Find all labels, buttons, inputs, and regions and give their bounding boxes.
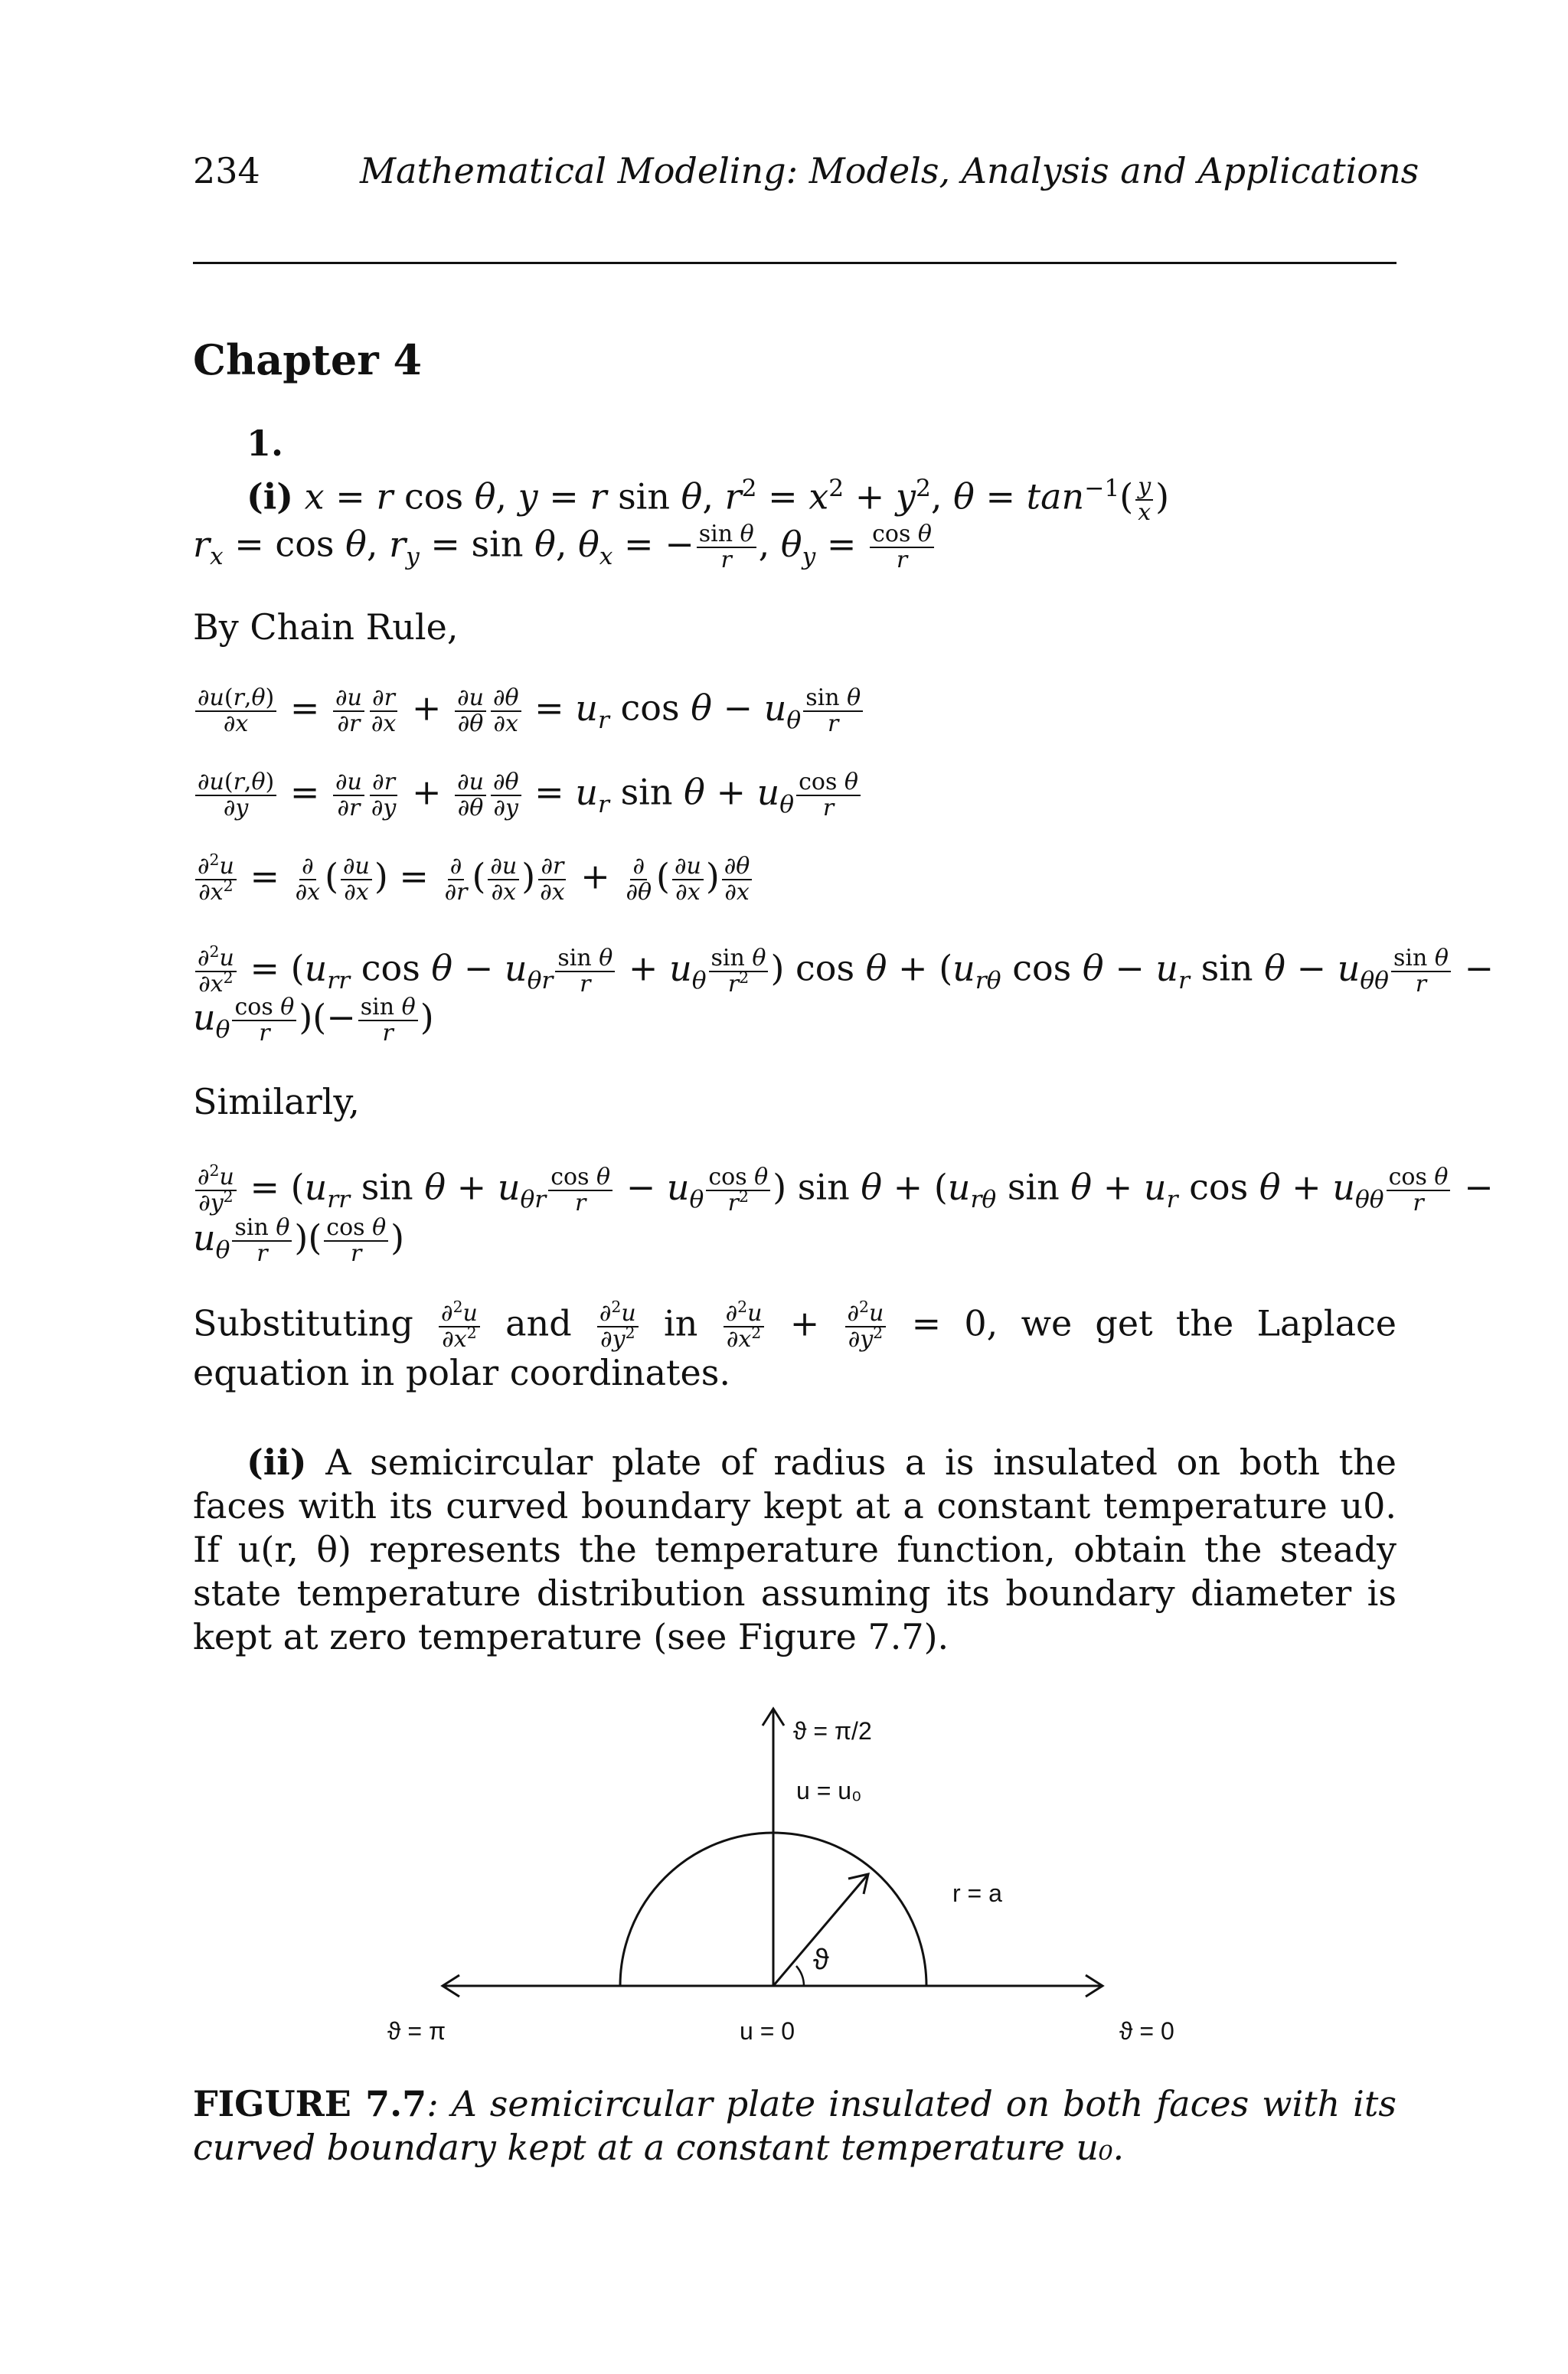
equation-uyy-line2: $u_\theta$ $\frac{\text{sin θ}}{r}$ )( $\frac{\text{cos θ}}{r}$ ) bbox=[193, 1214, 405, 1267]
part-ii-text: A semicircular plate of radius a is insulated on both the faces with its curved boundary kept at a constant temperature u0. If u(r, θ) represents the temperature function, obtain the steady state temperature distribution assuming its boundary diameter is kept at zero temperature (see Figure 7.7). bbox=[193, 1442, 1397, 1657]
equation-ux: $\frac{\partial u(r,\theta)}{\partial x}$ = $\frac{\partial u}{\partial r}$ $\frac{\partial r}{\partial x}$ + $\frac{\partial u}{\partial\theta}$ $\frac{\partial\theta}{\partial x}$ = $u_r$ $\cos \theta - u_\theta$ $\frac{\text{sin θ}}{r}$ bbox=[193, 686, 865, 736]
chapter-title: Chapter 4 bbox=[193, 335, 423, 384]
label-r-a: r = a bbox=[952, 1879, 1002, 1907]
laplace-substitution-paragraph: Substituting $\frac{\partial^2u}{\partial x^2}$ and $\frac{\partial^2u}{\partial y^2}$ in $\frac{\partial^2u}{\partial x^2}$ + $\frac{\partial^2u}{\partial y^2}$ = 0, we get the Laplace equation in polar coordinates. bbox=[193, 1298, 1396, 1393]
equation-uxx-line1: $\frac{\partial^2u}{\partial x^2}$ = ($u_{rr}$ $\cos \theta - u_{\theta r}$ $\frac{\text{sin θ}}{r}$ + $u_\theta$ $\frac{\text{sin θ}}{r^2}$ ) $\cos \theta + (u_{r\theta}$ $\cos \theta - u_r$ $\sin \theta - u_{\theta\theta}$ $\frac{\text{sin θ}}{r}$ − bbox=[193, 946, 1494, 996]
problem-number: 1. bbox=[247, 423, 284, 464]
chain-rule-text: By Chain Rule, bbox=[193, 606, 459, 648]
label-u-u0: u = u₀ bbox=[796, 1777, 862, 1804]
part-i-label: (i) bbox=[247, 475, 294, 518]
equation-uy: $\frac{\partial u(r,\theta)}{\partial y}$ = $\frac{\partial u}{\partial r}$ $\frac{\partial r}{\partial y}$ + $\frac{\partial u}{\partial\theta}$ $\frac{\partial\theta}{\partial y}$ = $u_r$ $\sin \theta + u_\theta$ $\frac{\text{cos θ}}{r}$ bbox=[193, 770, 863, 820]
running-header-title: Mathematical Modeling: Models, Analysis and Applications bbox=[360, 150, 1419, 191]
equation-polar-definitions: (i) x = r cos θ, y = r sin θ, $r^2 = x^2 + y^2$, $\theta = \tan^{-1}$( $\frac{y}{x}$ ) bbox=[247, 473, 1170, 526]
angle-arc bbox=[796, 1966, 804, 1986]
equation-partials: $r_x = \cos \theta$, $r_y = \sin \theta$, $\theta_x$ = − $\frac{\text{sin θ}}{r}$ , $\theta_y$ = $\frac{\text{cos θ}}{r}$ bbox=[193, 522, 936, 572]
part-ii-label: (ii) bbox=[247, 1442, 307, 1483]
label-theta-zero: ϑ = 0 bbox=[1119, 2017, 1174, 2045]
equation-uyy-line1: $\frac{\partial^2u}{\partial y^2}$ = ($u_{rr}$ $\sin \theta + u_{\theta r}$ $\frac{\text{cos θ}}{r}$ − $u_\theta$ $\frac{\text{cos θ}}{r^2}$ ) $\sin \theta + (u_{r\theta}$ $\sin \theta + u_r$ $\cos \theta + u_{\theta\theta}$ $\frac{\text{cos θ}}{r}$ − bbox=[193, 1165, 1494, 1215]
similarly-text: Similarly, bbox=[193, 1081, 360, 1122]
label-angle-theta: ϑ bbox=[813, 1944, 829, 1976]
label-u-zero: u = 0 bbox=[740, 2017, 795, 2045]
equation-uxx-chain: $\frac{\partial^2u}{\partial x^2}$ = $\frac{\partial}{\partial x}$ ( $\frac{\partial u}{\partial x}$ ) = $\frac{\partial}{\partial r}$ ( $\frac{\partial u}{\partial x}$ ) $\frac{\partial r}{\partial x}$ + $\frac{\partial}{\partial\theta}$ ( $\frac{\partial u}{\partial x}$ ) $\frac{\partial\theta}{\partial x}$ bbox=[193, 854, 754, 904]
label-theta-pi: ϑ = π bbox=[387, 2017, 446, 2045]
figure-caption-text: : A semicircular plate insulated on both faces with its curved boundary kept at a constant temperature u₀. bbox=[193, 2083, 1396, 2168]
page-number: 234 bbox=[193, 150, 260, 191]
figure-caption-label: FIGURE 7.7 bbox=[193, 2083, 427, 2124]
label-theta-pi-half: ϑ = π/2 bbox=[793, 1717, 872, 1745]
equation-uxx-line2: $u_\theta$ $\frac{\text{cos θ}}{r}$ )(− $\frac{\text{sin θ}}{r}$ ) bbox=[193, 994, 434, 1047]
figure-caption bbox=[193, 2082, 1396, 2170]
